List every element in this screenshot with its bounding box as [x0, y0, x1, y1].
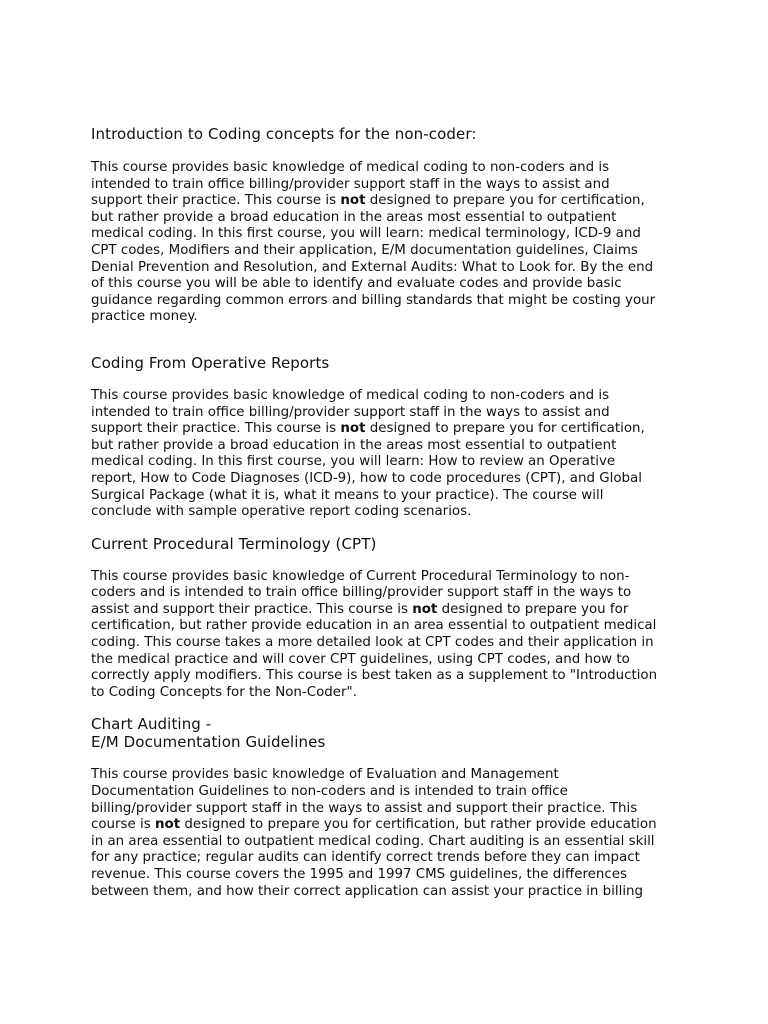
section-paragraph-operative-reports [91, 388, 691, 521]
paragraph-line: to Coding Concepts for the Non-Coder". [91, 684, 357, 700]
heading-line-2: E/M Documentation Guidelines [91, 733, 326, 752]
section-paragraph-cpt [91, 569, 691, 702]
paragraph-line: This course provides basic knowledge of Evaluation and Management [91, 767, 559, 783]
paragraph-line: guidance regarding common errors and billing standards that might be costing your [91, 292, 656, 308]
paragraph-line: but rather provide a broad education in the areas most essential to outpatient [91, 209, 617, 225]
paragraph-line: medical coding. In this first course, you will learn: How to review an Operative [91, 454, 616, 470]
section-heading-operative-reports: Coding From Operative Reports [91, 353, 330, 372]
paragraph-line: for any practice; regular audits can identify correct trends before they can impact [91, 850, 640, 866]
paragraph-line: correctly apply modifiers. This course is best taken as a supplement to "Introduction [91, 668, 658, 684]
document-content [91, 125, 691, 900]
paragraph-line: the medical practice and will cover CPT guidelines, using CPT codes, and how to [91, 651, 630, 667]
paragraph-line: Documentation Guidelines to non-coders and is intended to train office [91, 784, 568, 800]
paragraph-line: support their practice. This course is not designed to prepare you for certification, [91, 193, 645, 209]
emphasis-not: not [340, 421, 366, 437]
emphasis-not: not [154, 817, 181, 833]
paragraph-line: Surgical Package (what it is, what it means to your practice). The course will [91, 487, 604, 503]
paragraph-line: This course provides basic knowledge of medical coding to non-coders and is [91, 160, 610, 175]
paragraph-line: of this course you will be able to identify and evaluate codes and provide basic [91, 276, 622, 292]
paragraph-line: Denial Prevention and Resolution, and External Audits: What to Look for. By the end [91, 259, 654, 275]
section-paragraph-intro [91, 160, 691, 326]
emphasis-not: not [340, 193, 366, 209]
paragraph-line: revenue. This course covers the 1995 and 1997 CMS guidelines, the differences [91, 867, 627, 882]
paragraph-line: between them, and how their correct application can assist your practice in billing [91, 883, 644, 899]
paragraph-line: course is not designed to prepare you for certification, but rather provide education [91, 817, 657, 833]
paragraph-line: support their practice. This course is not designed to prepare you for certification, [91, 421, 645, 437]
section-heading-intro: Introduction to Coding concepts for the non-coder: [91, 125, 477, 143]
emphasis-not: not [412, 601, 438, 617]
paragraph-line: but rather provide a broad education in the areas most essential to outpatient [91, 437, 617, 453]
paragraph-line: certification, but rather provide education in an area essential to outpatient medical [91, 618, 657, 634]
paragraph-line: This course provides basic knowledge of Current Procedural Terminology to non- [91, 568, 630, 584]
paragraph-line: billing/provider support staff in the ways to assist and support their practice. This [91, 800, 638, 816]
paragraph-line: in an area essential to outpatient medical coding. Chart auditing is an essential skill [91, 833, 655, 849]
heading-line-1: Chart Auditing - [91, 715, 212, 734]
paragraph-line: intended to train office billing/provider support staff in the ways to assist and [91, 176, 610, 192]
paragraph-line: coders and is intended to train office billing/provider support staff in the ways to [91, 585, 632, 601]
section-heading-cpt: Current Procedural Terminology (CPT) [91, 534, 377, 553]
paragraph-line: intended to train office billing/provider support staff in the ways to assist and [91, 404, 610, 420]
section-heading-chart-auditing [91, 715, 691, 751]
section-paragraph-chart-auditing [91, 767, 691, 900]
paragraph-line: coding. This course takes a more detailed look at CPT codes and their application in [91, 635, 654, 651]
paragraph-line: CPT codes, Modifiers and their application, E/M documentation guidelines, Claims [91, 242, 638, 258]
paragraph-line: report, How to Code Diagnoses (ICD-9), how to code procedures (CPT), and Global [91, 470, 642, 486]
paragraph-line: assist and support their practice. This course is not designed to prepare you for [91, 601, 629, 617]
paragraph-line: practice money. [91, 309, 198, 325]
paragraph-line: This course provides basic knowledge of medical coding to non-coders and is [91, 387, 610, 403]
paragraph-line: medical coding. In this first course, you will learn: medical terminology, ICD-9 and [91, 226, 641, 242]
paragraph-line: conclude with sample operative report coding scenarios. [91, 504, 472, 520]
